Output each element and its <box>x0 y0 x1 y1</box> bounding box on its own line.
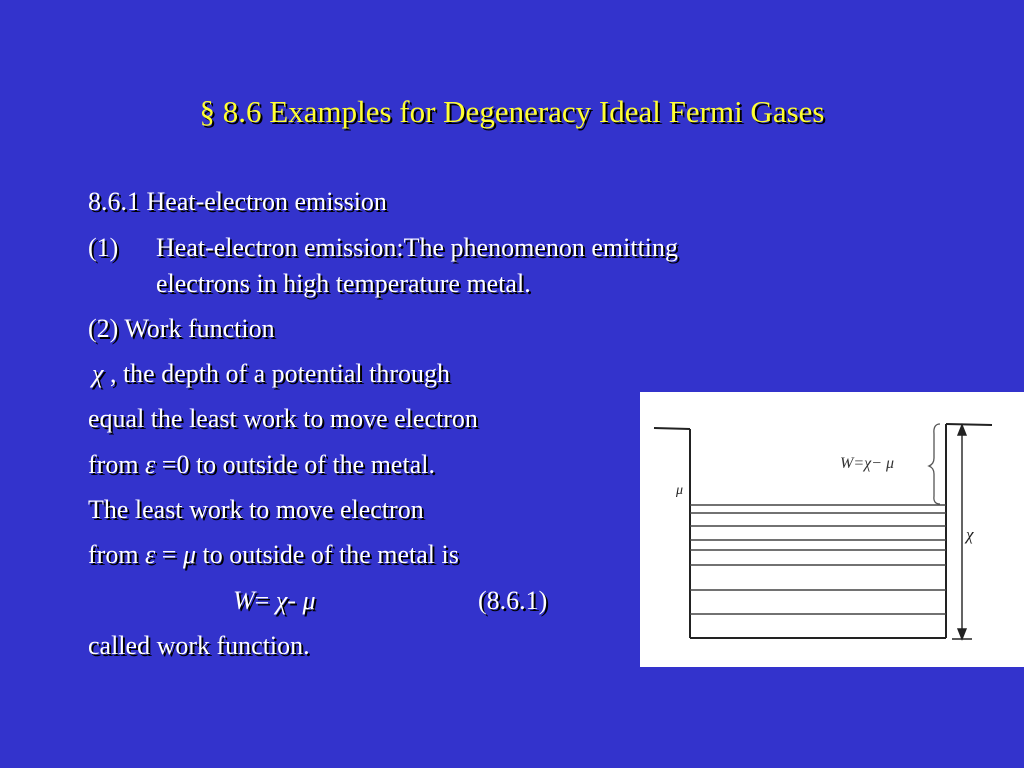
from-word: from <box>88 450 146 479</box>
right-rim <box>946 424 992 425</box>
potential-well-diagram <box>640 392 1024 667</box>
eq-equals: = <box>254 586 276 615</box>
from-word-2: from <box>88 540 146 569</box>
from-eps-mu-rest: to outside of the metal is <box>196 540 459 569</box>
section-heading: 8.6.1 Heat-electron emission <box>88 187 387 216</box>
item-1-number: (1) <box>88 233 119 262</box>
eq-minus: - <box>287 586 303 615</box>
chi-symbol: χ <box>92 359 104 388</box>
chi-definition-text: , the depth of a potential through <box>103 359 451 388</box>
item-1-line-2: electrons in high temperature metal. <box>156 269 531 298</box>
equation-number: (8.6.1) <box>478 586 548 615</box>
from-eps-zero-rest: =0 to outside of the metal. <box>155 450 435 479</box>
w-label: W=χ− μ <box>840 455 894 472</box>
chi-label: χ <box>966 525 974 544</box>
left-rim <box>654 428 690 429</box>
equals-sign: = <box>155 540 183 569</box>
energy-levels <box>690 505 946 614</box>
mu-symbol: μ <box>182 540 197 569</box>
least-work-line: equal the least work to move electron <box>88 404 478 433</box>
w-brace <box>929 424 940 504</box>
eq-chi: χ <box>275 586 288 615</box>
epsilon-symbol-2: ε <box>145 540 156 569</box>
potential-well-figure <box>640 392 1024 667</box>
equation <box>233 585 316 617</box>
item-2-heading: (2) Work function <box>88 314 275 343</box>
from-eps-zero-line <box>88 449 435 481</box>
eq-w: W <box>233 586 255 615</box>
called-work-function-line: called work function. <box>88 631 310 660</box>
chi-definition-line <box>92 358 450 390</box>
eq-mu: μ <box>302 586 316 615</box>
least-work-line-2: The least work to move electron <box>88 495 424 524</box>
mu-label: μ <box>676 483 684 498</box>
epsilon-symbol: ε <box>145 450 156 479</box>
item-1-line-1: Heat-electron emission:The phenomenon emitting <box>156 233 679 262</box>
slide-title: § 8.6 Examples for Degeneracy Ideal Fermi Gases <box>199 94 825 129</box>
from-eps-mu-line <box>88 539 459 571</box>
